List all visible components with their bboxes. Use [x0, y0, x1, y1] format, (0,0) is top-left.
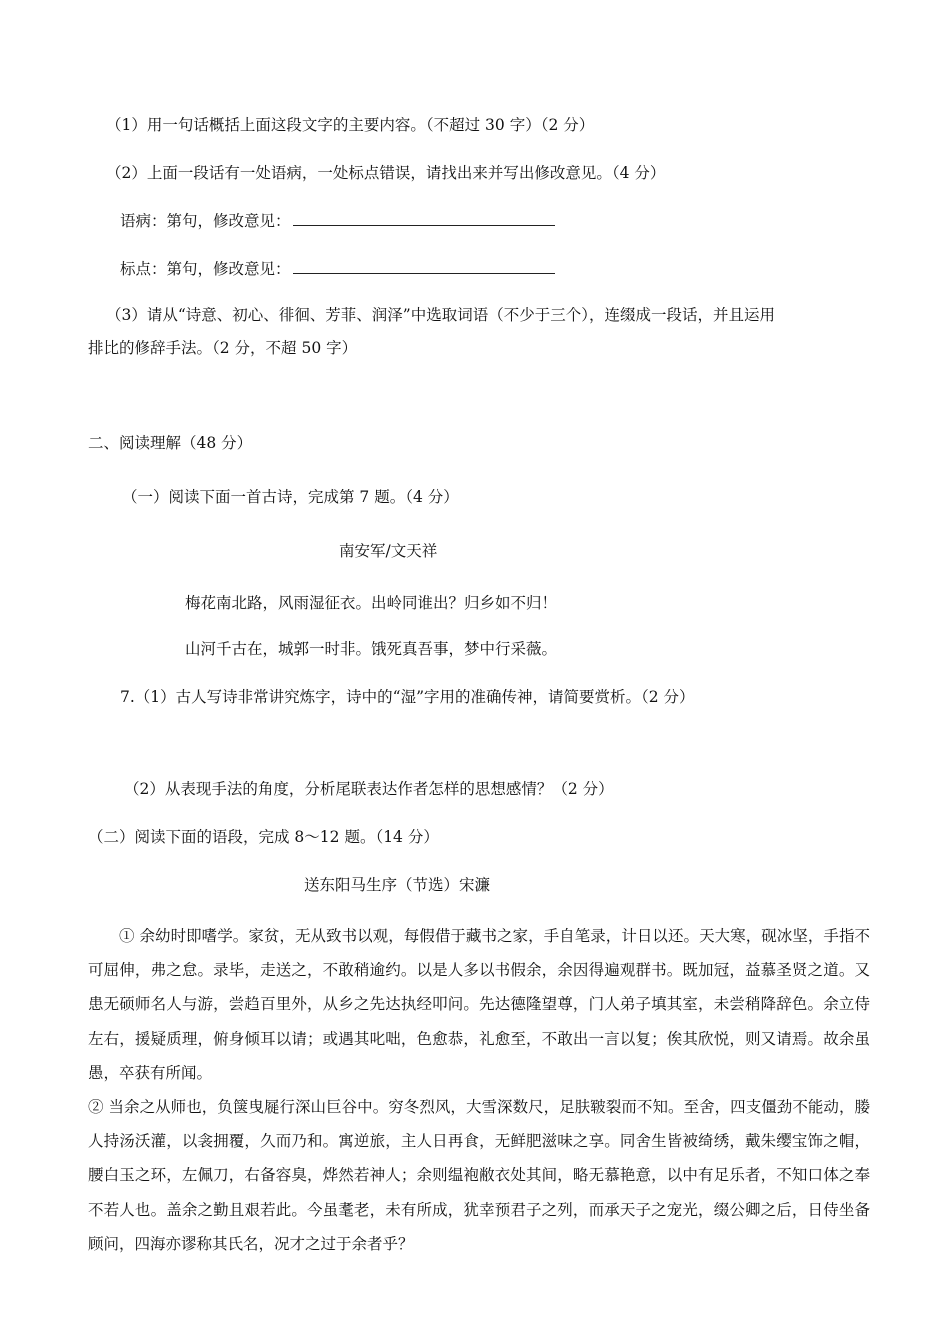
question-7-1: 7.（1）古人写诗非常讲究炼字，诗中的“湿”字用的准确传神，请简要赏析。（2 分） — [120, 688, 695, 706]
question-3-line-1: （3）请从“诗意、初心、徘徊、芳菲、润泽”中选取词语（不少于三个），连缀成一段话，并且运用 — [106, 306, 775, 324]
poem-line-1: 梅花南北路，风雨湿征衣。出岭同谁出？归乡如不归！ — [185, 594, 558, 612]
poem-title: 南安军/文天祥 — [339, 542, 438, 560]
punct-answer-blank[interactable] — [293, 259, 555, 274]
question-2-punct-row — [120, 259, 555, 279]
poem-line-2: 山河千古在，城郭一时非。饿死真吾事，梦中行采薇。 — [185, 640, 558, 658]
section-heading-reading: 二、阅读理解（48 分） — [88, 434, 253, 452]
prose-passage — [88, 919, 870, 1261]
prose-section-intro: （二）阅读下面的语段，完成 8～12 题。（14 分） — [88, 828, 439, 846]
prose-title: 送东阳马生序（节选）宋濂 — [304, 876, 491, 894]
question-7-2: （2）从表现手法的角度，分析尾联表达作者怎样的思想感情？（2 分） — [124, 780, 614, 798]
prose-paragraph-2: ② 当余之从师也，负箧曳屣行深山巨谷中。穷冬烈风，大雪深数尺，足肤皲裂而不知。至舍，四支僵劲不能动，媵人持汤沃灌，以衾拥覆，久而乃和。寓逆旅，主人日再食，无鲜肥滋味之享。同舍生皆被绮绣，戴朱缨宝饰之帽，腰白玉之环，左佩刀，右备容臭，烨然若神人；余则缊袍敝衣处其间，略无慕艳意，以中有足乐者，不知口体之奉不若人也。盖余之勤且艰若此。今虽耄老，未有所成，犹幸预君子之列，而承天子之宠光，缀公卿之后，日侍坐备顾问，四海亦谬称其氏名，况才之过于余者乎？ — [88, 1098, 870, 1253]
poem-section-intro: （一）阅读下面一首古诗，完成第 7 题。（4 分） — [122, 488, 459, 506]
question-2: （2）上面一段话有一处语病，一处标点错误，请找出来并写出修改意见。（4 分） — [106, 164, 666, 182]
question-1: （1）用一句话概括上面这段文字的主要内容。（不超过 30 字）（2 分） — [106, 116, 595, 134]
question-2-grammar-row — [120, 211, 555, 231]
question-2-punct-label: 标点：第句，修改意见： — [120, 260, 291, 278]
question-2-grammar-label: 语病：第句，修改意见： — [120, 212, 291, 230]
prose-paragraph-1: ① 余幼时即嗜学。家贫，无从致书以观，每假借于藏书之家，手自笔录，计日以还。天大寒，砚冰坚，手指不可屈伸，弗之怠。录毕，走送之，不敢稍逾约。以是人多以书假余，余因得遍观群书。既加冠，益慕圣贤之道。又患无硕师名人与游，尝趋百里外，从乡之先达执经叩问。先达德隆望尊，门人弟子填其室，未尝稍降辞色。余立侍左右，援疑质理，俯身倾耳以请；或遇其叱咄，色愈恭，礼愈至，不敢出一言以复；俟其欣悦，则又请焉。故余虽愚，卒获有所闻。 — [88, 927, 870, 1082]
grammar-answer-blank[interactable] — [293, 211, 555, 226]
question-3-line-2: 排比的修辞手法。（2 分，不超 50 字） — [88, 339, 358, 357]
